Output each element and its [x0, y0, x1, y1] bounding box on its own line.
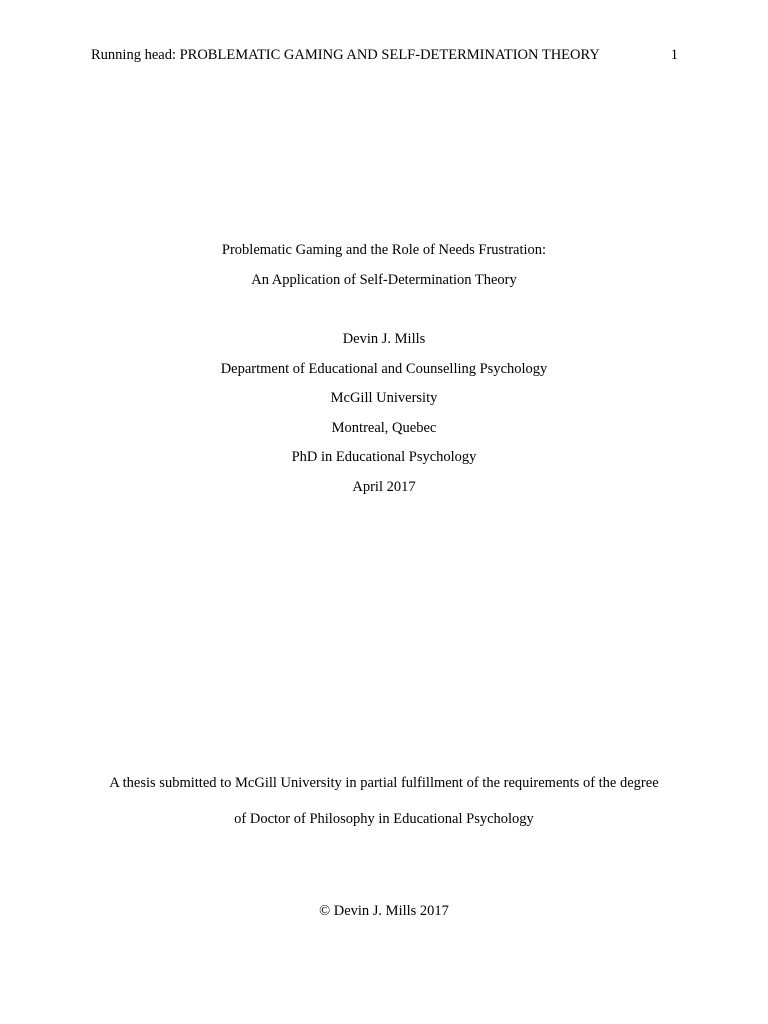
location: Montreal, Quebec — [331, 420, 437, 436]
copyright: © Devin J. Mills 2017 — [319, 903, 449, 919]
submission-line-2: of Doctor of Philosophy in Educational Psychology — [234, 811, 534, 827]
university: McGill University — [330, 390, 438, 406]
date: April 2017 — [352, 479, 416, 495]
running-head-text: Running head: PROBLEMATIC GAMING AND SELF-DETERMINATION THEORY — [91, 47, 600, 63]
title-line-2: An Application of Self-Determination Theory — [251, 272, 517, 288]
running-head — [91, 46, 678, 64]
page-number: 1 — [670, 47, 678, 63]
title-line-1: Problematic Gaming and the Role of Needs Frustration: — [221, 242, 547, 258]
author-name: Devin J. Mills — [342, 331, 426, 347]
department: Department of Educational and Counselling Psychology — [220, 361, 548, 377]
submission-line-1: A thesis submitted to McGill University in partial fulfillment of the requirements of the degree — [109, 775, 659, 791]
degree: PhD in Educational Psychology — [291, 449, 477, 465]
